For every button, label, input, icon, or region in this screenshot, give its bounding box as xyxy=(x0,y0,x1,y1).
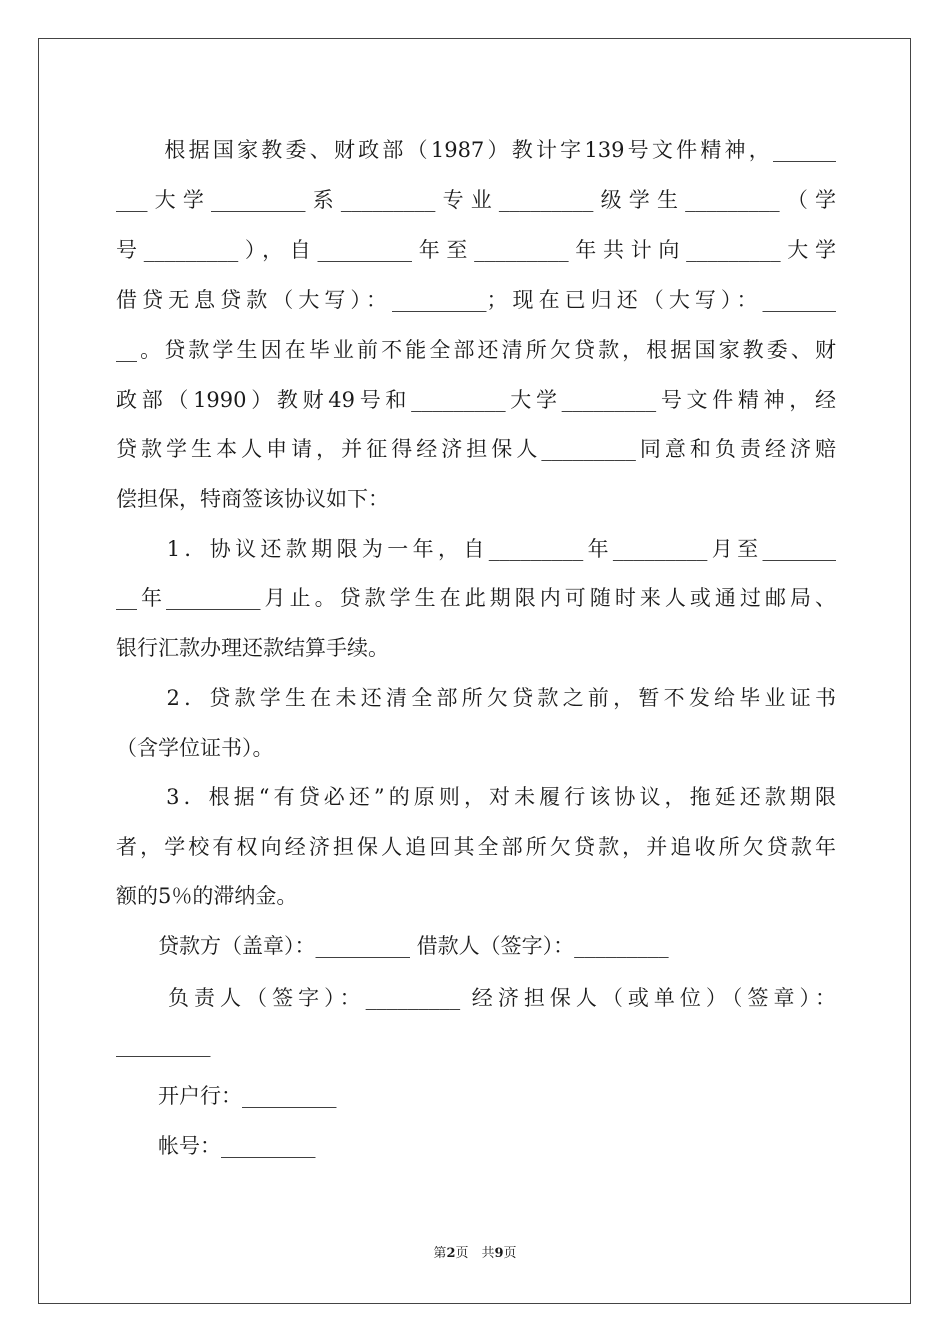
text-line: 1．协议还款期限为一年，自_________年_________月至_______ xyxy=(116,537,836,561)
text-line: 银行汇款办理还款结算手续。 xyxy=(116,636,389,660)
page-footer xyxy=(0,1245,950,1263)
signature-line: 负责人（签字）：_________ 经济担保人（或单位）（签章）： xyxy=(116,986,836,1010)
text-line: （含学位证书）。 xyxy=(116,736,274,760)
text-line: 借贷无息贷款（大写）：_________；现在已归还（大写）：_______ xyxy=(116,288,836,312)
text-line: 者，学校有权向经济担保人追回其全部所欠贷款，并追收所欠贷款年 xyxy=(116,835,836,859)
text-line: 根据国家教委、财政部（1987）教计字139号文件精神，______ xyxy=(116,138,836,162)
text-line: 偿担保，特商签该协议如下： xyxy=(116,487,389,511)
signature-line: 贷款方（盖章）：_________ 借款人（签字）：_________ xyxy=(116,934,669,958)
footer-mid: 页 共 xyxy=(455,1246,495,1261)
text-line: __年_________月止。贷款学生在此期限内可随时来人或通过邮局、 xyxy=(116,586,836,610)
account-line: 帐号：_________ xyxy=(116,1134,316,1158)
text-line: __。贷款学生因在毕业前不能全部还清所欠贷款，根据国家教委、财 xyxy=(116,338,836,362)
total-page-number: 9 xyxy=(494,1246,504,1261)
text-line: 额的5％的滞纳金。 xyxy=(116,884,298,908)
text-line: 贷款学生本人申请，并征得经济担保人_________同意和负责经济赔 xyxy=(116,437,836,461)
footer-suffix: 页 xyxy=(503,1246,517,1261)
text-line: ___大学_________系_________专业_________级学生_________（学 xyxy=(116,188,836,212)
signature-blank: _________ xyxy=(116,1033,211,1057)
footer-prefix: 第 xyxy=(433,1246,447,1261)
current-page-number: 2 xyxy=(446,1246,456,1261)
page-frame xyxy=(38,38,911,1304)
text-line: 3．根据“有贷必还”的原则，对未履行该协议，拖延还款期限 xyxy=(116,785,836,809)
text-line: 政部（1990）教财49号和_________大学_________号文件精神，经 xyxy=(116,388,836,412)
text-line: 号_________），自_________年至_________年共计向_________大学 xyxy=(116,238,836,262)
text-line: 2．贷款学生在未还清全部所欠贷款之前，暂不发给毕业证书 xyxy=(116,686,836,710)
bank-line: 开户行：_________ xyxy=(116,1084,337,1108)
